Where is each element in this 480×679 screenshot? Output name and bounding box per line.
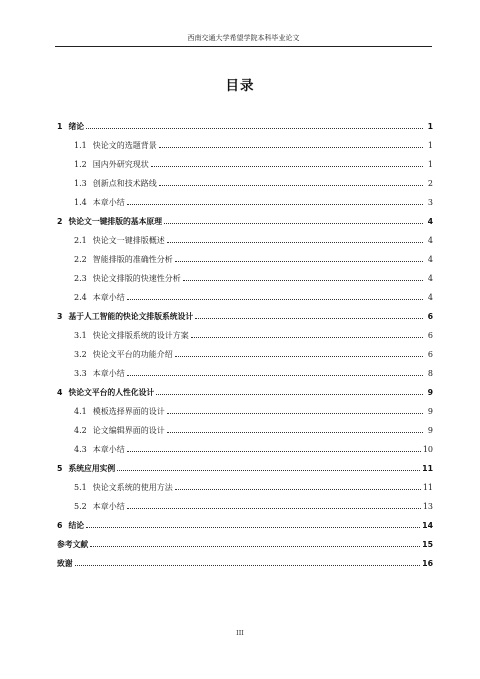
toc-section-entry[interactable] (57, 359, 433, 378)
dot-leader (86, 526, 420, 528)
dot-leader (159, 146, 423, 148)
toc-entry-number: 2.2 (74, 255, 87, 264)
toc-entry-page: 10 (422, 445, 433, 454)
toc-section-entry[interactable] (57, 245, 433, 264)
dot-leader (75, 564, 421, 566)
toc-entry-page: 15 (422, 540, 433, 549)
toc-entry-page: 9 (427, 426, 433, 435)
toc-entry-title: 致谢 (57, 559, 73, 568)
toc-chapter-entry[interactable] (57, 112, 433, 131)
toc-entry-number: 3.1 (74, 331, 87, 340)
toc-entry-title: 智能排版的准确性分析 (92, 255, 173, 264)
toc-entry-number: 6 (57, 521, 63, 530)
toc-entry-page: 13 (422, 502, 433, 511)
dot-leader (127, 203, 423, 205)
dot-leader (167, 241, 423, 243)
toc-entry-number: 4.2 (74, 426, 87, 435)
toc-entry-number: 3.2 (74, 350, 87, 359)
toc-entry-page: 3 (427, 198, 433, 207)
toc-entry-number: 2.4 (74, 293, 87, 302)
toc-entry-title: 快论文的选题背景 (92, 141, 157, 150)
dot-leader (86, 127, 423, 129)
toc-entry-number: 2 (57, 217, 63, 226)
toc-entry-page: 16 (422, 559, 433, 568)
dot-leader (117, 469, 420, 471)
toc-entry-number: 4.3 (74, 445, 87, 454)
toc-entry-number: 1.2 (74, 160, 87, 169)
toc-entry-number: 5 (57, 464, 63, 473)
toc-section-entry[interactable] (57, 169, 433, 188)
toc-entry-title: 快论文排版的快速性分析 (92, 274, 181, 283)
dot-leader (127, 507, 421, 509)
toc-section-entry[interactable] (57, 150, 433, 169)
toc-entry-page: 4 (427, 217, 433, 226)
dot-leader (90, 545, 420, 547)
toc-entry-title: 快论文一键排版的基本原理 (68, 217, 162, 226)
toc-section-entry[interactable] (57, 340, 433, 359)
toc-entry-page: 6 (427, 312, 433, 321)
dot-leader (159, 184, 423, 186)
toc-entry-page: 9 (427, 388, 433, 397)
toc-entry-number: 1.3 (74, 179, 87, 188)
toc-entry-page: 11 (422, 483, 433, 492)
dot-leader (191, 336, 423, 338)
toc-entry-title: 本章小结 (92, 293, 125, 302)
toc-entry-number: 3 (57, 312, 63, 321)
toc-entry-number: 2.1 (74, 236, 87, 245)
toc-entry-page: 4 (427, 236, 433, 245)
toc-entry-title: 国内外研究现状 (92, 160, 149, 169)
toc-entry-page: 1 (427, 122, 433, 131)
toc-chapter-entry[interactable] (57, 302, 433, 321)
toc-section-entry[interactable] (57, 188, 433, 207)
dot-leader (151, 165, 423, 167)
toc-chapter-entry[interactable] (57, 549, 433, 568)
toc-entry-number: 4.1 (74, 407, 87, 416)
toc-entry-number: 5.1 (74, 483, 87, 492)
dot-leader (167, 431, 423, 433)
toc-entry-title: 模板选择界面的设计 (92, 407, 165, 416)
toc-entry-page: 9 (427, 407, 433, 416)
toc-section-entry[interactable] (57, 416, 433, 435)
toc-entry-number: 3.3 (74, 369, 87, 378)
dot-leader (127, 298, 423, 300)
toc-chapter-entry[interactable] (57, 530, 433, 549)
toc-section-entry[interactable] (57, 492, 433, 511)
toc-entry-title: 系统应用实例 (68, 464, 116, 473)
toc-entry-title: 快论文一键排版概述 (92, 236, 165, 245)
toc-entry-title: 本章小结 (92, 502, 125, 511)
toc-entry-page: 8 (427, 369, 433, 378)
toc-entry-title: 快论文平台的功能介绍 (92, 350, 173, 359)
toc-section-entry[interactable] (57, 473, 433, 492)
toc-entry-page: 11 (422, 464, 433, 473)
toc-entry-title: 基于人工智能的快论文排版系统设计 (68, 312, 194, 321)
toc-section-entry[interactable] (57, 226, 433, 245)
page-number: III (236, 629, 244, 637)
toc-entry-number: 1 (57, 122, 63, 131)
dot-leader (167, 412, 423, 414)
toc-entry-title: 快论文平台的人性化设计 (68, 388, 155, 397)
table-of-contents (57, 112, 433, 568)
dot-leader (127, 374, 423, 376)
toc-entry-title: 参考文献 (57, 540, 89, 549)
toc-entry-page: 6 (427, 331, 433, 340)
toc-chapter-entry[interactable] (57, 378, 433, 397)
toc-entry-number: 1.4 (74, 198, 87, 207)
toc-chapter-entry[interactable] (57, 511, 433, 530)
toc-entry-title: 快论文排版系统的设计方案 (92, 331, 189, 340)
toc-entry-title: 创新点和技术路线 (92, 179, 157, 188)
toc-entry-title: 本章小结 (92, 369, 125, 378)
toc-entry-title: 绪论 (68, 122, 85, 131)
toc-chapter-entry[interactable] (57, 207, 433, 226)
dot-leader (175, 355, 423, 357)
toc-entry-page: 2 (427, 179, 433, 188)
toc-entry-title: 结论 (68, 521, 85, 530)
toc-section-entry[interactable] (57, 264, 433, 283)
toc-entry-number: 2.3 (74, 274, 87, 283)
toc-entry-title: 本章小结 (92, 445, 125, 454)
toc-entry-page: 14 (422, 521, 433, 530)
dot-leader (175, 260, 423, 262)
toc-chapter-entry[interactable] (57, 454, 433, 473)
dot-leader (195, 317, 423, 319)
toc-entry-page: 4 (427, 293, 433, 302)
toc-entry-number: 1.1 (74, 141, 87, 150)
toc-entry-title: 论文编辑界面的设计 (92, 426, 165, 435)
toc-entry-page: 4 (427, 255, 433, 264)
toc-entry-page: 1 (427, 141, 433, 150)
header-rule (55, 46, 432, 47)
dot-leader (183, 279, 423, 281)
toc-entry-number: 5.2 (74, 502, 87, 511)
running-header: 西南交通大学希望学院本科毕业论文 (187, 34, 300, 42)
toc-title: 目录 (225, 78, 255, 94)
toc-entry-page: 1 (427, 160, 433, 169)
toc-section-entry[interactable] (57, 435, 433, 454)
toc-entry-title: 本章小结 (92, 198, 125, 207)
dot-leader (127, 450, 421, 452)
toc-section-entry[interactable] (57, 397, 433, 416)
toc-entry-page: 4 (427, 274, 433, 283)
dot-leader (164, 222, 423, 224)
dot-leader (175, 488, 421, 490)
dot-leader (156, 393, 423, 395)
toc-entry-page: 6 (427, 350, 433, 359)
toc-section-entry[interactable] (57, 131, 433, 150)
toc-section-entry[interactable] (57, 283, 433, 302)
toc-entry-number: 4 (57, 388, 63, 397)
toc-section-entry[interactable] (57, 321, 433, 340)
toc-entry-title: 快论文系统的使用方法 (92, 483, 173, 492)
